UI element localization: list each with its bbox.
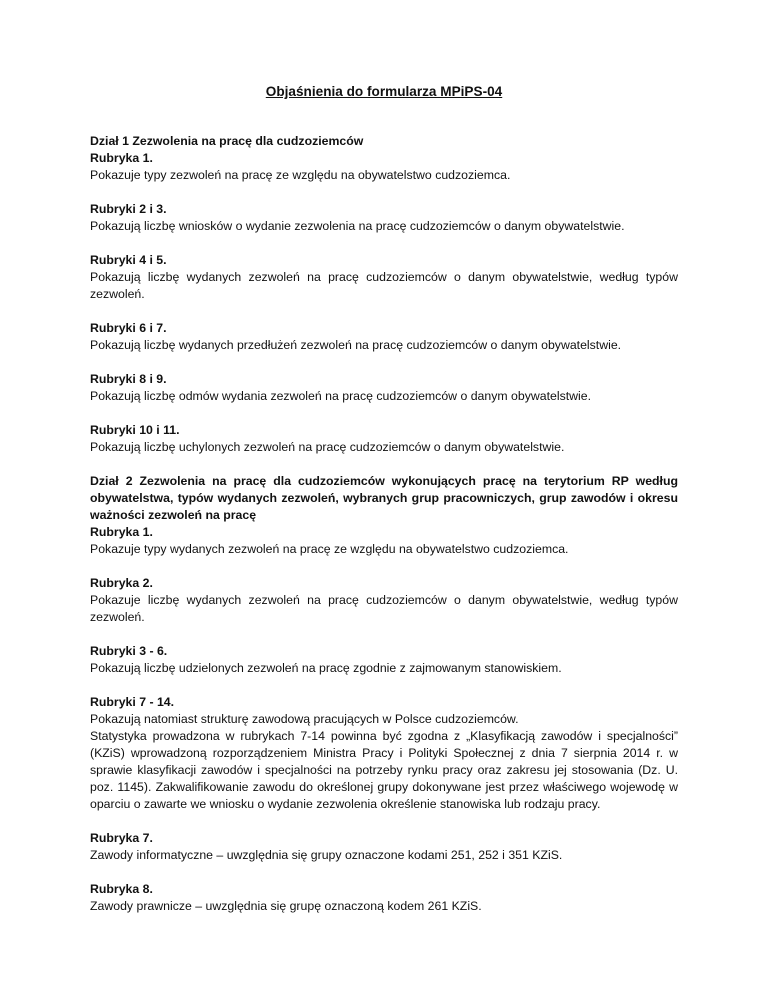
item-text: Pokazują liczbę wydanych przedłużeń zezwoleń na pracę cudzoziemców o danym obywatelstwie. [90,338,622,352]
item-text: Pokazują liczbę udzielonych zezwoleń na pracę zgodnie z zajmowanym stanowiskiem. [90,661,562,675]
item-label: Rubryki 8 i 9. [90,372,167,386]
document-title: Objaśnienia do formularza MPiPS-04 [265,84,503,99]
section2-block-rubryka-7 [90,830,678,864]
item-label: Rubryka 8. [90,882,153,896]
section2-heading: Dział 2 Zezwolenia na pracę dla cudzoziemców wykonujących pracę na terytorium RP według obywatelstwa, typów wydanych zezwoleń, wybranych grup pracowniczych, grup zawodów i okresu ważności zezwoleń na pracę [90,474,678,522]
section1-block-rubryka-1 [90,133,678,184]
item-text: Pokazuje typy wydanych zezwoleń na pracę ze względu na obywatelstwo cudzoziemca. [90,542,569,556]
item-text: Zawody informatyczne – uwzględnia się grupy oznaczone kodami 251, 252 i 351 KZiS. [90,848,563,862]
item-label: Rubryki 6 i 7. [90,321,167,335]
section2-block-rubryki-7-14 [90,694,678,813]
section1-block-rubryki-6-7 [90,320,678,354]
section1-block-rubryki-8-9 [90,371,678,405]
item-label: Rubryka 1. [90,525,153,539]
section2-block-rubryka-2 [90,575,678,626]
section1-heading: Dział 1 Zezwolenia na pracę dla cudzoziemców [90,134,364,148]
item-text: Pokazują liczbę wydanych zezwoleń na pracę cudzoziemców o danym obywatelstwie, według typów zezwoleń. [90,270,678,301]
section2-block-rubryki-3-6 [90,643,678,677]
item-text: Pokazuje liczbę wydanych zezwoleń na pracę cudzoziemców o danym obywatelstwie, według typów zezwoleń. [90,593,678,624]
item-label: Rubryki 3 - 6. [90,644,168,658]
item-label: Rubryki 7 - 14. [90,695,175,709]
section2-block-rubryka-1 [90,473,678,558]
item-label: Rubryka 1. [90,151,153,165]
item-label: Rubryka 7. [90,831,153,845]
section1-block-rubryki-10-11 [90,422,678,456]
item-text: Pokazują natomiast strukturę zawodową pracujących w Polsce cudzoziemców. [90,712,519,726]
item-text: Zawody prawnicze – uwzględnia się grupę oznaczoną kodem 261 KZiS. [90,899,482,913]
section2-block-rubryka-8 [90,881,678,915]
document-content [90,133,678,932]
section1-block-rubryki-2-3 [90,201,678,235]
item-text: Pokazują liczbę uchylonych zezwoleń na pracę cudzoziemców o danym obywatelstwie. [90,440,565,454]
item-label: Rubryki 10 i 11. [90,423,180,437]
section1-block-rubryki-4-5 [90,252,678,303]
item-paragraph: Statystyka prowadzona w rubrykach 7-14 powinna być zgodna z „Klasyfikacją zawodów i specjalności” (KZiS) wprowadzoną rozporządzeniem Ministra Pracy i Polityki Społecznej z dnia 7 sierpnia 2014 r. w sprawie klasyfikacji zawodów i specjalności na potrzeby rynku pracy oraz zakresu jej stosowania (Dz. U. poz. 1145). Zakwalifikowanie zawodu do określonej grupy dokonywane jest przez właściwego wojewodę w oparciu o zawarte we wniosku o wydanie zezwolenia określenie stanowiska lub rodzaju pracy. [90,729,678,811]
item-label: Rubryka 2. [90,576,153,590]
item-label: Rubryki 4 i 5. [90,253,167,267]
item-label: Rubryki 2 i 3. [90,202,167,216]
item-text: Pokazuje typy zezwoleń na pracę ze względu na obywatelstwo cudzoziemca. [90,168,511,182]
item-text: Pokazują liczbę wniosków o wydanie zezwolenia na pracę cudzoziemców o danym obywatelstwie. [90,219,625,233]
item-text: Pokazują liczbę odmów wydania zezwoleń na pracę cudzoziemców o danym obywatelstwie. [90,389,592,403]
